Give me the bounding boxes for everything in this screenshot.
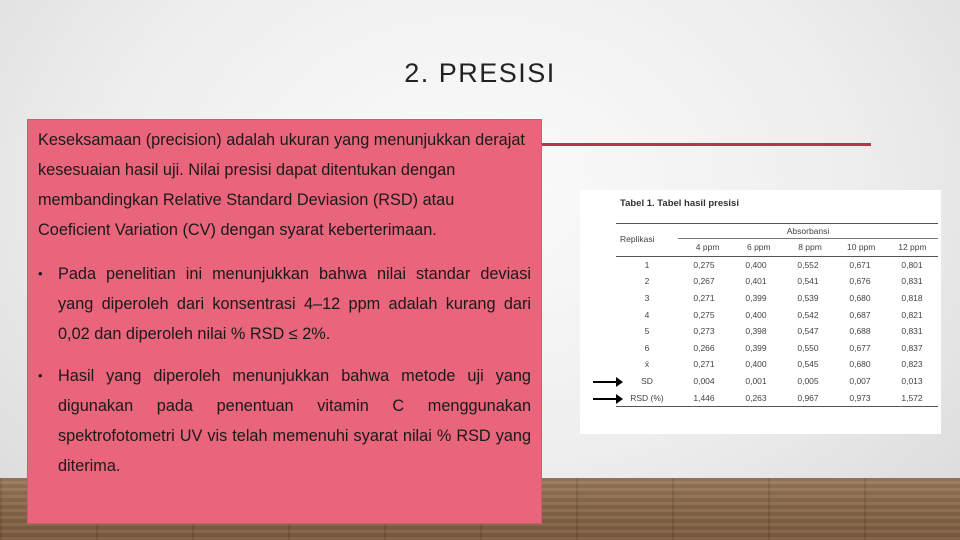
table-header-row (616, 234, 938, 257)
table-cell: 6 (644, 342, 650, 353)
table-cell: 0,801 (901, 259, 923, 270)
table-cell: 0,275 (693, 259, 715, 270)
slide-title: 2. PRESISI (404, 58, 556, 88)
table-cell: 0,680 (849, 359, 871, 370)
table-cell: 0,013 (901, 376, 923, 387)
intro-paragraph: Keseksamaan (precision) adalah ukuran yang menunjukkan derajat kesesuaian hasil uji. Nilai presisi dapat ditentukan dengan membandingkan Relative Standard Deviasion (RSD) atau Coeficient Variation (CV) dengan syarat keberterimaan. (38, 131, 525, 239)
table-cell: RSD (%) (630, 392, 664, 403)
table-cell: 0,005 (797, 376, 819, 387)
table-cell: 1 (644, 259, 650, 270)
table-cell: 0,271 (693, 359, 715, 370)
table-cell: 0,263 (745, 392, 767, 403)
table-cell: 0,267 (693, 276, 715, 287)
table-cell: 3 (644, 293, 650, 304)
table-cell: 0,275 (693, 309, 715, 320)
table-cell: SD (641, 376, 653, 387)
table-row (616, 257, 938, 274)
text-panel (27, 119, 542, 524)
accent-line (538, 143, 871, 146)
table-cell: 0,680 (849, 293, 871, 304)
table-cell: 0,398 (745, 326, 767, 337)
table-cell: 5 (644, 326, 650, 337)
table-cell: 0,399 (745, 342, 767, 353)
table-cell: x̄ (644, 359, 650, 370)
table-row (616, 323, 938, 340)
table-cell: 0,687 (849, 309, 871, 320)
column-header: 12 ppm (898, 242, 927, 253)
table-row (616, 306, 938, 323)
table-cell: 0,541 (797, 276, 819, 287)
absorbansi-header: Absorbansi (678, 226, 938, 239)
column-header: 4 ppm (695, 242, 720, 253)
table-cell: 0,539 (797, 293, 819, 304)
table-cell: 0,552 (797, 259, 819, 270)
arrow-right-icon (593, 381, 621, 383)
column-header: 10 ppm (847, 242, 876, 253)
table-cell: 0,837 (901, 342, 923, 353)
bullet-item (38, 361, 531, 481)
bullet-item (38, 259, 531, 349)
table-row (616, 273, 938, 290)
table-cell: 0,823 (901, 359, 923, 370)
table-cell: 0,831 (901, 276, 923, 287)
table-cell: 0,266 (693, 342, 715, 353)
table-cell: 0,004 (693, 376, 715, 387)
table-cell: 2 (644, 276, 650, 287)
precision-table-image (580, 190, 941, 434)
table-cell: 0,818 (901, 293, 923, 304)
bullet-dot-icon: • (38, 368, 43, 383)
table-cell: 0,831 (901, 326, 923, 337)
column-header: 8 ppm (798, 242, 822, 253)
table-cell: 0,677 (849, 342, 871, 353)
table-cell: 0,542 (797, 309, 819, 320)
column-header: 6 ppm (746, 242, 771, 253)
table-cell: 0,001 (745, 376, 767, 387)
table-row (616, 356, 938, 373)
arrow-right-icon (593, 398, 621, 400)
table-row (616, 389, 938, 407)
table-row (616, 373, 938, 390)
table-cell: 0,400 (745, 309, 767, 320)
table-cell: 0,821 (901, 309, 923, 320)
table-cell: 0,545 (797, 359, 819, 370)
table-cell: 0,273 (693, 326, 715, 337)
table-cell: 0,688 (849, 326, 871, 337)
table-cell: 0,967 (797, 392, 819, 403)
table-cell: 4 (644, 309, 650, 320)
table-cell: 0,401 (745, 276, 767, 287)
table-cell: 0,973 (849, 392, 871, 403)
table-cell: 0,676 (849, 276, 871, 287)
table-row (616, 340, 938, 357)
table-caption: Tabel 1. Tabel hasil presisi (620, 198, 739, 209)
bullet-text: Hasil yang diperoleh menunjukkan bahwa metode uji yang digunakan pada penentuan vitamin C menggunakan spektrofotometri UV vis telah memenuhi syarat nilai % RSD yang diterima. (58, 367, 531, 475)
table-cell: 0,547 (797, 326, 819, 337)
table-cell: 0,550 (797, 342, 819, 353)
table-cell: 0,671 (849, 259, 871, 270)
replikasi-header: Replikasi (620, 234, 655, 245)
table-cell: 0,399 (745, 293, 767, 304)
table-cell: 0,400 (745, 359, 767, 370)
bullet-dot-icon: • (38, 266, 43, 281)
table-body (616, 257, 938, 407)
table-cell: 0,400 (745, 259, 767, 270)
table-cell: 0,271 (693, 293, 715, 304)
bullet-text: Pada penelitian ini menunjukkan bahwa nilai standar deviasi yang diperoleh dari konsentrasi 4–12 ppm adalah kurang dari 0,02 dan diperoleh nilai % RSD ≤ 2%. (58, 265, 531, 343)
table-row (616, 290, 938, 307)
table-cell: 1,446 (693, 392, 715, 403)
table-cell: 1,572 (901, 392, 923, 403)
precision-table (616, 223, 938, 407)
table-cell: 0,007 (849, 376, 871, 387)
